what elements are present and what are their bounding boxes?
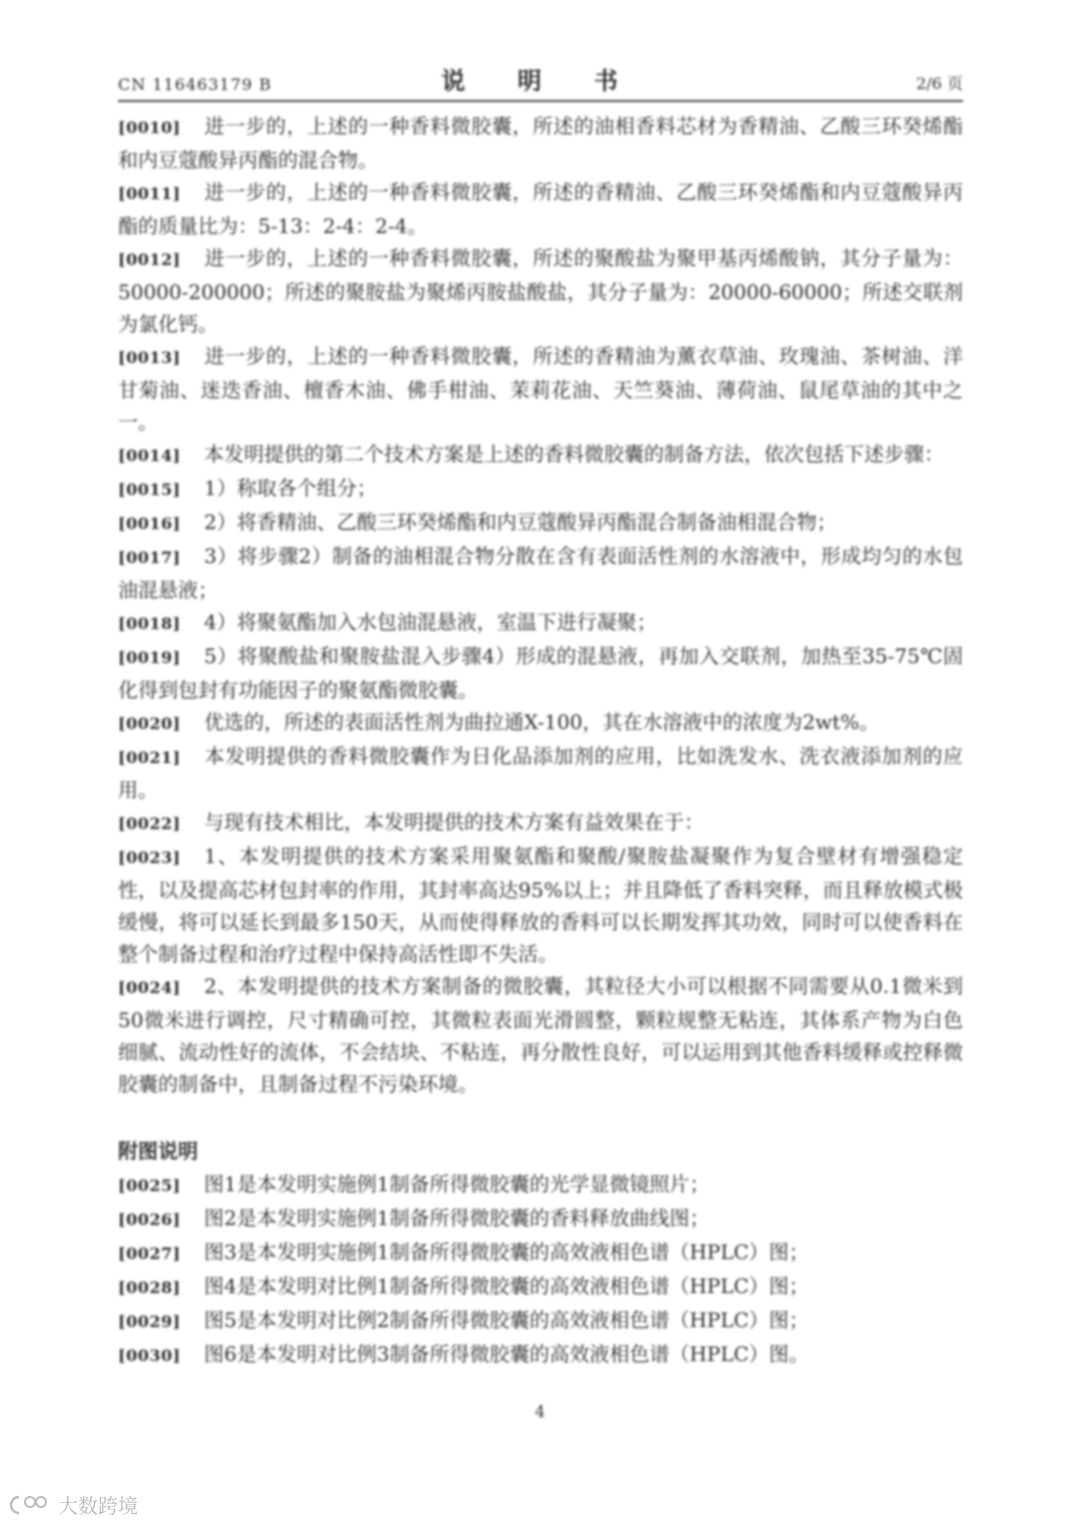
paragraph <box>118 340 963 438</box>
paragraph-text: 图2是本发明实施例1制备所得微胶囊的香料释放曲线图； <box>204 1206 710 1230</box>
paragraph <box>118 606 963 640</box>
paragraph-number: [0014] <box>118 446 181 465</box>
paragraph-number: [0016] <box>118 514 181 533</box>
patent-number: CN 116463179 B <box>118 75 272 94</box>
paragraph <box>118 1236 963 1270</box>
paragraph-text: 3）将步骤2）制备的油相混合物分散在含有表面活性剂的水溶液中，形成均匀的水包油混悬液； <box>118 544 963 602</box>
paragraph-number: [0018] <box>118 614 181 633</box>
paragraph-text: 进一步的，上述的一种香料微胶囊，所述的油相香料芯材为香精油、乙酸三环癸烯酯和内豆蔻酸异丙酯的混合物。 <box>118 114 963 172</box>
paragraph <box>118 840 963 970</box>
paragraph-number: [0013] <box>118 348 181 367</box>
paragraph-text: 进一步的，上述的一种香料微胶囊，所述的聚酸盐为聚甲基丙烯酸钠，其分子量为：50000-200000；所述的聚胺盐为聚烯丙胺盐酸盐，其分子量为：20000-60000；所述交联剂为氯化钙。 <box>118 246 963 336</box>
paragraph-number: [0017] <box>118 548 181 567</box>
paragraph <box>118 1338 963 1372</box>
paragraph-number: [0024] <box>118 978 181 997</box>
paragraph-number: [0027] <box>118 1244 181 1263</box>
paragraph-text: 进一步的，上述的一种香料微胶囊，所述的香精油、乙酸三环癸烯酯和内豆蔻酸异丙酯的质量比为：5-13：2-4：2-4。 <box>118 180 963 238</box>
paragraph-number: [0025] <box>118 1176 181 1195</box>
paragraph <box>118 242 963 340</box>
paragraph <box>118 1202 963 1236</box>
paragraph-number: [0030] <box>118 1346 181 1365</box>
watermark <box>10 1490 138 1519</box>
paragraph-text: 图5是本发明对比例2制备所得微胶囊的高效液相色谱（HPLC）图； <box>204 1308 809 1332</box>
paragraph <box>118 740 963 806</box>
paragraph <box>118 110 963 176</box>
paragraph-number: [0020] <box>118 714 181 733</box>
paragraph-text: 进一步的，上述的一种香料微胶囊，所述的香精油为薰衣草油、玫瑰油、茶树油、洋甘菊油、迷迭香油、檀香木油、佛手柑油、茉莉花油、天竺葵油、薄荷油、鼠尾草油的其中之一。 <box>118 344 963 434</box>
paragraph <box>118 970 963 1100</box>
paragraph <box>118 1168 963 1202</box>
paragraph-number: [0023] <box>118 848 181 867</box>
paragraph-text: 图4是本发明对比例1制备所得微胶囊的高效液相色谱（HPLC）图； <box>204 1274 809 1298</box>
paragraph-number: [0029] <box>118 1312 181 1331</box>
paragraph <box>118 706 963 740</box>
section-title: 附图说明 <box>118 1139 198 1163</box>
figure-paragraph-list <box>118 1168 963 1372</box>
paragraph-number: [0022] <box>118 814 181 833</box>
paragraph-text: 1、本发明提供的技术方案采用聚氨酯和聚酸/聚胺盐凝聚作为复合壁材有增强稳定性，以及提高芯材包封率的作用，其封率高达95%以上；并且降低了香料突释，而且释放模式极缓慢，将可以延长到最多150天，从而使得释放的香料可以长期发挥其功效，同时可以使香料在整个制备过程和治疗过程中保持高活性即不失活。 <box>118 844 963 966</box>
paragraph-text: 2）将香精油、乙酸三环癸烯酯和内豆蔻酸异丙酯混合制备油相混合物； <box>204 510 837 534</box>
paragraph-number: [0028] <box>118 1278 181 1297</box>
paragraph <box>118 1304 963 1338</box>
paragraph-number: [0012] <box>118 250 181 269</box>
paragraph <box>118 506 963 540</box>
paragraph <box>118 438 963 472</box>
paragraph-text: 4）将聚氨酯加入水包油混悬液，室温下进行凝聚； <box>204 610 657 634</box>
paragraph-list <box>118 110 963 1100</box>
paragraph-text: 1）称取各个组分； <box>204 476 377 500</box>
paragraph-number: [0011] <box>118 184 181 203</box>
watermark-text: 大数跨境 <box>58 1494 138 1518</box>
document-body <box>118 110 963 1372</box>
paragraph-text: 图3是本发明实施例1制备所得微胶囊的高效液相色谱（HPLC）图； <box>204 1240 809 1264</box>
page-header <box>118 62 963 102</box>
paragraph-text: 本发明提供的香料微胶囊作为日化品添加剂的应用，比如洗发水、洗衣液添加剂的应用。 <box>118 744 963 802</box>
paragraph <box>118 540 963 606</box>
paragraph-number: [0019] <box>118 648 181 667</box>
paragraph-number: [0010] <box>118 118 181 137</box>
paragraph <box>118 806 963 840</box>
paragraph-number: [0021] <box>118 748 181 767</box>
paragraph-number: [0015] <box>118 480 181 499</box>
paragraph-text: 图1是本发明实施例1制备所得微胶囊的光学显微镜照片； <box>204 1172 710 1196</box>
paragraph <box>118 176 963 242</box>
paragraph-text: 5）将聚酸盐和聚胺盐混入步骤4）形成的混悬液，再加入交联剂，加热至35-75℃固化得到包封有功能因子的聚氨酯微胶囊。 <box>118 644 963 702</box>
document-title: 说 明 书 <box>441 66 640 95</box>
paragraph-text: 与现有技术相比，本发明提供的技术方案有益效果在于： <box>204 810 704 834</box>
page-of-total: 2/6 页 <box>916 74 963 93</box>
paragraph-text: 2、本发明提供的技术方案制备的微胶囊，其粒径大小可以根据不同需要从0.1微米到50微米进行调控，尺寸精确可控，其微粒表面光滑圆整，颗粒规整无粘连，其体系产物为白色细腻、流动性好的流体，不会结块、不粘连，再分散性良好，可以运用到其他香料缓释或控释微胶囊的制备中，且制备过程不污染环境。 <box>118 974 963 1096</box>
paragraph <box>118 472 963 506</box>
paragraph-text: 优选的，所述的表面活性剂为曲拉通X-100，其在水溶液中的浓度为2wt%。 <box>204 710 880 734</box>
paragraph-text: 图6是本发明对比例3制备所得微胶囊的高效液相色谱（HPLC）图。 <box>204 1342 809 1366</box>
paragraph <box>118 640 963 706</box>
paragraph-number: [0026] <box>118 1210 181 1229</box>
paragraph <box>118 1270 963 1304</box>
brand-logo-icon <box>10 1494 52 1516</box>
paragraph-text: 本发明提供的第二个技术方案是上述的香料微胶囊的制备方法，依次包括下述步骤： <box>204 442 944 466</box>
page-number: 4 <box>534 1402 546 1421</box>
